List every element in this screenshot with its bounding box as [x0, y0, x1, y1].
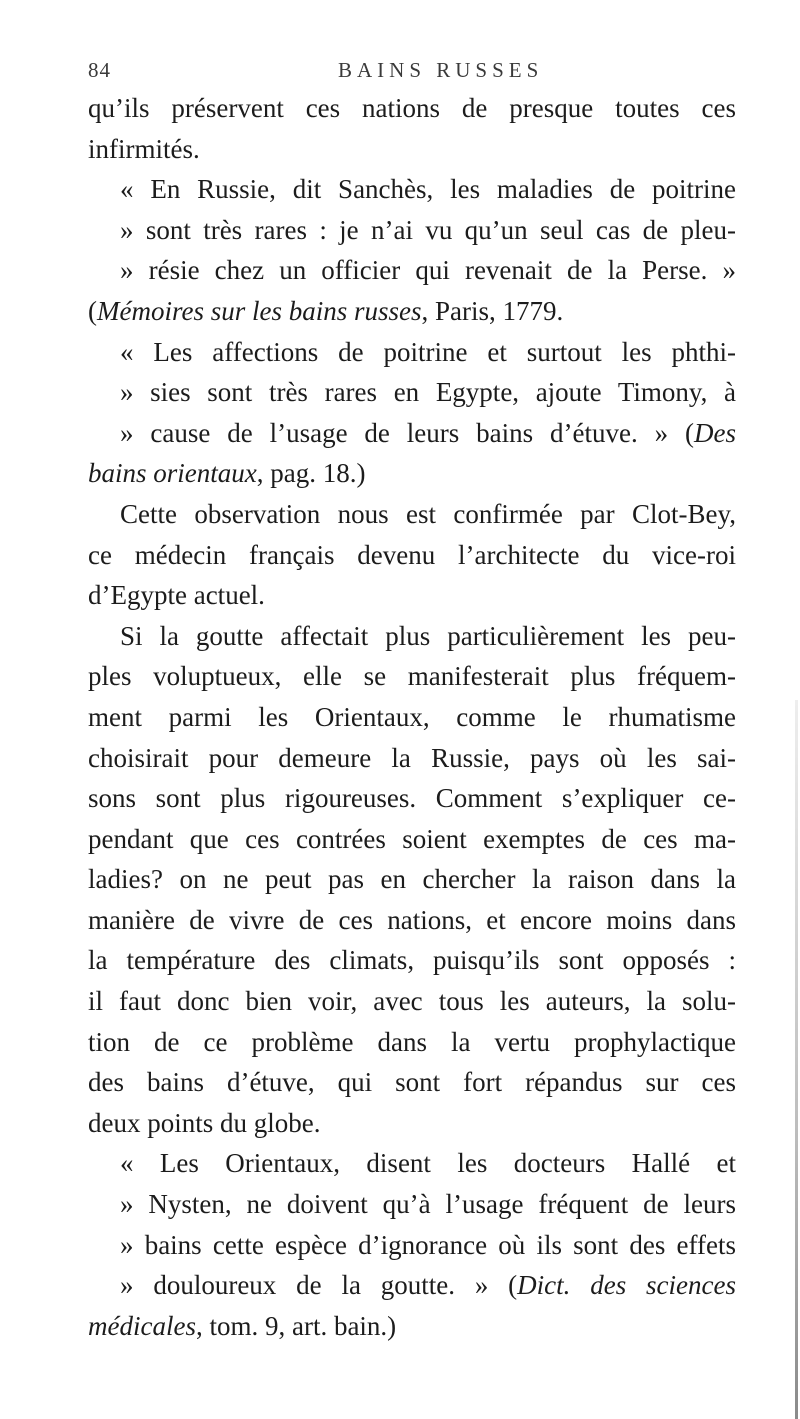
text-line: » cause de l’usage de leurs bains d’étuve. » (Des — [120, 417, 736, 448]
text-line: tion de ce problème dans la vertu prophylactique — [88, 1026, 736, 1057]
text-line: la température des climats, puisqu’ils sont opposés : — [88, 945, 736, 976]
text-line: ladies? on ne peut pas en chercher la raison dans la — [88, 864, 736, 895]
page-header — [88, 58, 728, 88]
text-line: d’Egypte actuel. — [88, 580, 265, 611]
text-line: » Nysten, ne doivent qu’à l’usage fréquent de leurs — [120, 1189, 736, 1220]
text-line: » douloureux de la goutte. » (Dict. des sciences — [120, 1270, 736, 1301]
text-line: pendant que ces contrées soient exemptes de ces ma- — [88, 823, 736, 854]
page-edge-shadow — [795, 700, 798, 1419]
text-line: bains orientaux, pag. 18.) — [88, 458, 366, 489]
page-number: 84 — [88, 58, 111, 82]
text-line: médicales, tom. 9, art. bain.) — [88, 1310, 397, 1341]
text-line: deux points du globe. — [88, 1107, 321, 1138]
running-head: BAINS RUSSES — [338, 58, 544, 82]
text-line: ples voluptueux, elle se manifesterait plus fréquem- — [88, 661, 736, 692]
text-line: choisirait pour demeure la Russie, pays où les sai- — [88, 742, 736, 773]
text-line: ment parmi les Orientaux, comme le rhumatisme — [88, 701, 736, 732]
text-line: manière de vivre de ces nations, et encore moins dans — [88, 904, 736, 935]
text-line: » sont très rares : je n’ai vu qu’un seul cas de pleu- — [120, 214, 736, 245]
text-line: (Mémoires sur les bains russes, Paris, 1779. — [88, 295, 564, 326]
text-line: sons sont plus rigoureuses. Comment s’expliquer ce- — [88, 783, 736, 814]
text-line: » bains cette espèce d’ignorance où ils sont des effets — [120, 1229, 736, 1260]
text-line: » sies sont très rares en Egypte, ajoute Timony, à — [120, 377, 736, 408]
text-line: Si la goutte affectait plus particulièrement les peu- — [120, 620, 736, 651]
text-line: « Les affections de poitrine et surtout les phthi- — [120, 336, 736, 367]
text-line: qu’ils préservent ces nations de presque toutes ces — [88, 93, 736, 123]
text-line: « Les Orientaux, disent les docteurs Hallé et — [120, 1148, 736, 1179]
text-line: ce médecin français devenu l’architecte du vice-roi — [88, 539, 736, 570]
text-line: infirmités. — [88, 133, 200, 164]
text-line: » résie chez un officier qui revenait de la Perse. » — [120, 255, 736, 286]
text-line: des bains d’étuve, qui sont fort répandus sur ces — [88, 1067, 736, 1098]
body-text — [88, 88, 736, 1346]
text-line: il faut donc bien voir, avec tous les auteurs, la solu- — [88, 986, 736, 1017]
text-line: « En Russie, dit Sanchès, les maladies de poitrine — [120, 174, 736, 205]
text-line: Cette observation nous est confirmée par Clot-Bey, — [120, 498, 736, 529]
